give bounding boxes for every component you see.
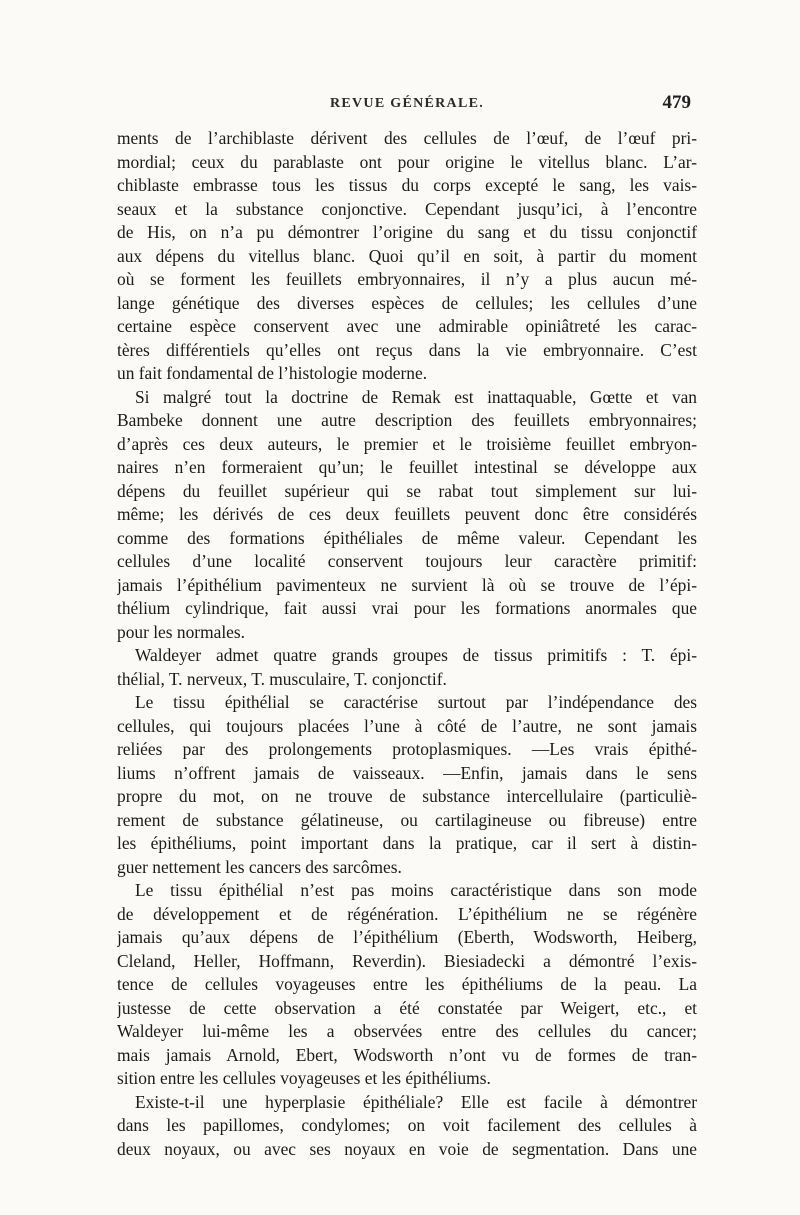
paragraph-end-line: un fait fondamental de l’histologie moderne. [117, 363, 428, 383]
text-line: rement de substance gélatineuse, ou cartilagineuse ou fibreuse) entre [117, 809, 697, 830]
paragraph-start-line: Existe-t-il une hyperplasie épithéliale? Elle est facile à démontrer [135, 1091, 697, 1112]
text-line: justesse de cette observation a été constatée par Weigert, etc., et [117, 997, 697, 1018]
text-line: dans les papillomes, condylomes; on voit facilement des cellules à [117, 1115, 697, 1135]
text-line: dépens du feuillet supérieur qui se rabat tout simplement sur lui- [117, 480, 697, 501]
text-line: thélium cylindrique, fait aussi vrai pour les formations anormales que [117, 598, 697, 618]
text-line: aux dépens du vitellus blanc. Quoi qu’il en soit, à partir du moment [117, 245, 697, 266]
text-line: même; les dérivés de ces deux feuillets peuvent donc être considérés [117, 504, 697, 524]
text-line: tence de cellules voyageuses entre les épithéliums de la peau. La [117, 974, 697, 994]
text-line: mais jamais Arnold, Ebert, Wodsworth n’ont vu de formes de tran- [117, 1044, 697, 1065]
text-line: de développement et de régénération. L’épithélium ne se régénère [117, 903, 697, 924]
text-line: liums n’offrent jamais de vaisseaux. —Enfin, jamais dans le sens [117, 762, 697, 783]
text-line: naires n’en formeraient qu’un; le feuillet intestinal se développe aux [117, 457, 697, 477]
text-line: reliées par des prolongements protoplasmiques. —Les vrais épithé- [117, 739, 697, 759]
paragraph-start-line: Si malgré tout la doctrine de Remak est inattaquable, Gœtte et van [135, 386, 697, 407]
text-line: Bambeke donnent une autre description des feuillets embryonnaires; [117, 410, 697, 430]
text-line: mordial; ceux du parablaste ont pour origine le vitellus blanc. L’ar- [117, 151, 697, 172]
running-head [117, 94, 697, 118]
text-line: certaine espèce conservent avec une admirable opiniâtreté les carac- [117, 316, 697, 336]
paragraph-end-line: pour les normales. [117, 621, 245, 642]
paragraph-start-line: Le tissu épithélial se caractérise surtout par l’indépendance des [135, 692, 697, 712]
text-line: deux noyaux, ou avec ses noyaux en voie de segmentation. Dans une [117, 1138, 697, 1159]
text-line: d’après ces deux auteurs, le premier et le troisième feuillet embryon- [117, 433, 697, 454]
body-text [117, 127, 697, 1161]
paragraph-end-line: thélial, T. nerveux, T. musculaire, T. conjonctif. [117, 668, 447, 689]
paragraph-start-line: Le tissu épithélial n’est pas moins caractéristique dans son mode [135, 880, 697, 900]
text-line: Cleland, Heller, Hoffmann, Reverdin). Biesiadecki a démontré l’exis- [117, 950, 697, 971]
text-line: seaux et la substance conjonctive. Cependant jusqu’ici, à l’encontre [117, 198, 697, 219]
paragraph-end-line: guer nettement les cancers des sarcômes. [117, 856, 402, 877]
text-line: les épithéliums, point important dans la pratique, car il sert à distin- [117, 833, 697, 853]
text-line: cellules, qui toujours placées l’une à côté de l’autre, ne sont jamais [117, 715, 697, 736]
text-line: de His, on n’a pu démontrer l’origine du sang et du tissu conjonctif [117, 222, 697, 242]
page-number: 479 [662, 92, 691, 113]
paragraph-start-line: Waldeyer admet quatre grands groupes de tissus primitifs : T. épi- [135, 645, 697, 665]
text-line: tères différentiels qu’elles ont reçus dans la vie embryonnaire. C’est [117, 339, 697, 360]
running-title: REVUE GÉNÉRALE. [329, 96, 485, 111]
text-line: chiblaste embrasse tous les tissus du corps excepté le sang, les vais- [117, 175, 697, 195]
text-line: jamais qu’aux dépens de l’épithélium (Eberth, Wodsworth, Heiberg, [117, 927, 697, 947]
text-line: comme des formations épithéliales de même valeur. Cependant les [117, 527, 697, 548]
text-line: lange génétique des diverses espèces de cellules; les cellules d’une [117, 292, 697, 313]
text-line: Waldeyer lui-même les a observées entre des cellules du cancer; [117, 1021, 697, 1041]
text-line: jamais l’épithélium pavimenteux ne survient là où se trouve de l’épi- [117, 574, 697, 595]
paragraph-end-line: sition entre les cellules voyageuses et les épithéliums. [117, 1068, 491, 1088]
text-line: propre du mot, on ne trouve de substance intercellulaire (particuliè- [117, 786, 697, 806]
text-line: ments de l’archiblaste dérivent des cellules de l’œuf, de l’œuf pri- [117, 128, 697, 148]
text-line: cellules d’une localité conservent toujours leur caractère primitif: [117, 551, 697, 571]
book-page [117, 0, 697, 1215]
text-line: où se forment les feuillets embryonnaires, il n’y a plus aucun mé- [117, 269, 697, 289]
